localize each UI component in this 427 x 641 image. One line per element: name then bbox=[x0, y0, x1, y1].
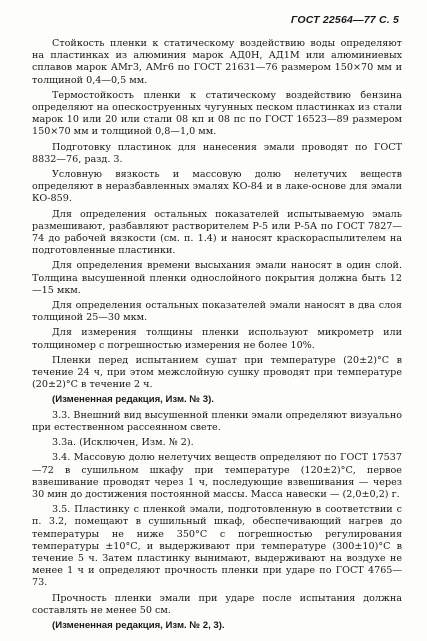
page-header: ГОСТ 22564—77 С. 5 bbox=[290, 14, 399, 26]
paragraph-gasoline-resistance: Термостойкость пленки к статическому воздействию бензина определяют на опескоструенных чугунных песком пластинках из стали марок 10 или 20 или стали 08 кп и 08 пс по ГОСТ 16523—89 размером 150×70 мм и толщиной 0,8—1,0 мм. bbox=[32, 89, 402, 138]
clause-3-5: 3.5. Пластинку с пленкой эмали, подготовленную в соответствии с п. 3.2, помещают в сушильный шкаф, обеспечивающий нагрев до температуры не ниже 350°С с погрешностью регулирования температуры ±10°С, и выдерживают при температуре (300±10)°С в течение 5 ч. Затем пластинку вынимают, выдерживают на воздухе не менее 1 ч и определяют прочность пленки при ударе по ГОСТ 4765—73. bbox=[32, 504, 402, 589]
paragraph-other-indicators: Для определения остальных показателей испытываемую эмаль размешивают, разбавляют растворителем Р-5 или Р-5А по ГОСТ 7827—74 до рабочей вязкости (см. п. 1.4) и наносят краскораспылителем на подготовленные пластинки. bbox=[32, 208, 402, 257]
amendment-note-2-3: (Измененная редакция, Изм. № 2, 3). bbox=[52, 619, 225, 631]
paragraph-thickness-measure: Для измерения толщины пленки используют микрометр или толщиномер с погрешностью измерения не более 10%. bbox=[32, 327, 402, 351]
paragraph-viscosity: Условную вязкость и массовую долю нелетучих веществ определяют в неразбавленных эмалях КО-84 и в лаке-основе для эмали КО-859. bbox=[32, 169, 402, 205]
amendment-note-3: (Измененная редакция, Изм. № 3). bbox=[52, 394, 214, 406]
document-body bbox=[32, 38, 402, 635]
paragraph-impact-strength: Прочность пленки эмали при ударе после испытания должна составлять не менее 50 см. bbox=[32, 592, 402, 616]
clause-3-4: 3.4. Массовую долю нелетучих веществ определяют по ГОСТ 17537—72 в сушильном шкафу при температуре (120±2)°С, первое взвешивание проводят через 1 ч, последующие взвешивания — через 30 мин до достижения постоянной массы. Масса навески — (2,0±0,2) г. bbox=[32, 452, 402, 500]
paragraph-two-layers: Для определения остальных показателей эмали наносят в два слоя толщиной 25—30 мкм. bbox=[32, 300, 402, 324]
clause-3-3: 3.3. Внешний вид высушенной пленки эмали определяют визуально при естественном рассеянном свете. bbox=[32, 409, 402, 433]
paragraph-water-resistance: Стойкость пленки к статическому воздействию воды определяют на пластинках из алюминия марок АД0Н, АД1М или алюминиевых сплавов марок АМг3, АМг6 по ГОСТ 21631—76 размером 150×70 мм и толщиной 0,4—0,5 мм. bbox=[32, 38, 402, 86]
clause-3-3a: 3.3а. (Исключен, Изм. № 2). bbox=[52, 437, 194, 449]
paragraph-drying-conditions: Пленки перед испытанием сушат при температуре (20±2)°С в течение 24 ч, при этом межслойную сушку проводят при температуре (20±2)°С в течение 2 ч. bbox=[32, 354, 402, 391]
paragraph-plate-preparation: Подготовку пластинок для нанесения эмали проводят по ГОСТ 8832—76, разд. 3. bbox=[32, 141, 402, 165]
paragraph-drying-time: Для определения времени высыхания эмали наносят в один слой. Толщина высушенной пленки однослойного покрытия должна быть 12—15 мкм. bbox=[32, 260, 402, 296]
